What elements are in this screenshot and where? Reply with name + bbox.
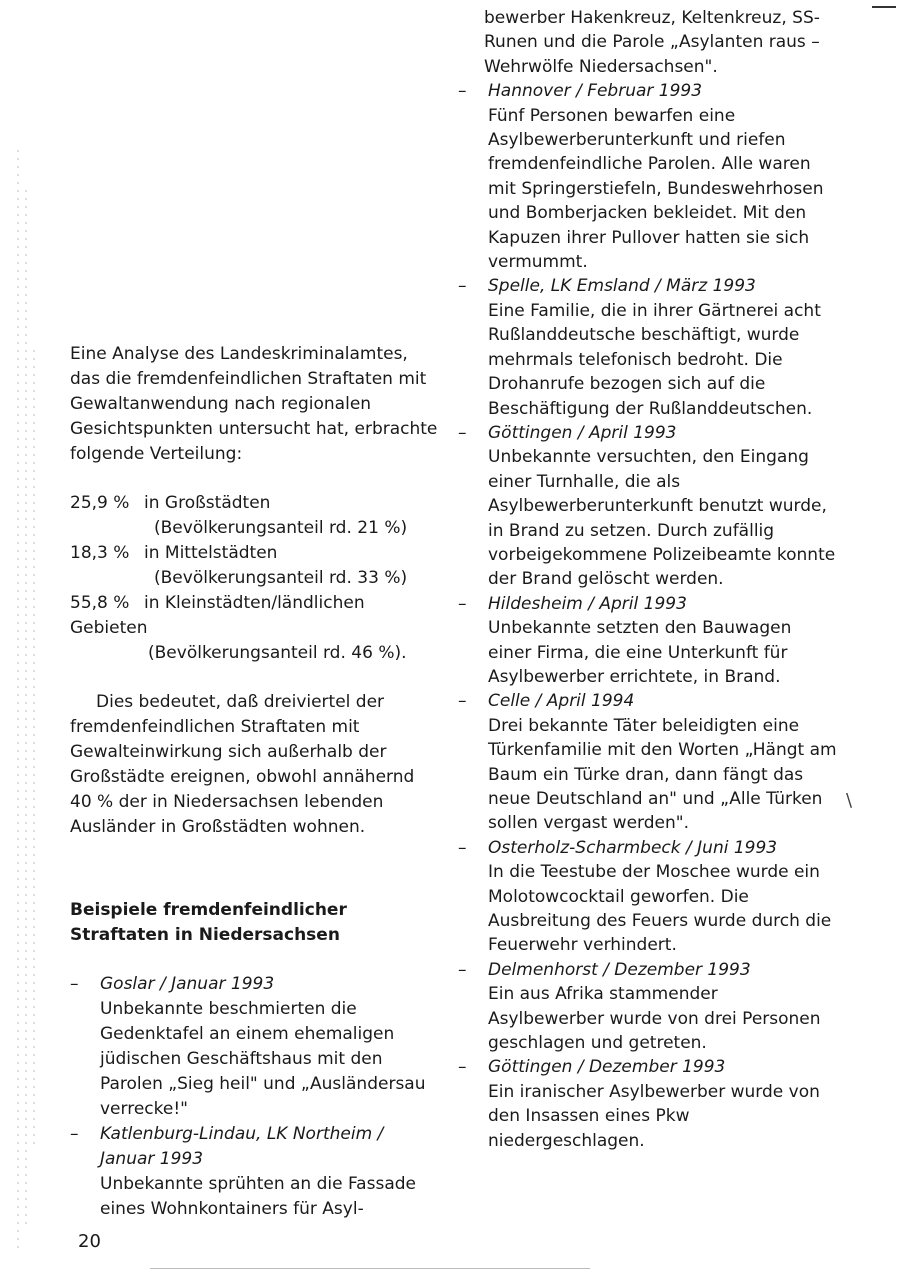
distribution-note: (Bevölkerungsanteil rd. 21 %) xyxy=(154,518,408,538)
distribution-label: in Kleinstädten/ländlichen xyxy=(144,593,365,613)
incident-place-date: Hildesheim / April 1993 xyxy=(488,593,687,614)
summary-paragraph: Dies bedeutet, daß dreiviertel der fremdenfeindlichen Straftaten mit Gewalteinwirkung sich außerhalb der Großstädte ereignen, obwohl annähernd 40 % der in Niedersachsen lebenden Ausländer in Großstädten wohnen. xyxy=(70,692,415,837)
list-dash: – xyxy=(458,593,467,614)
incident-list xyxy=(70,972,440,1222)
incident-entry xyxy=(458,274,838,420)
list-dash: – xyxy=(458,837,467,858)
incident-entry xyxy=(458,1055,838,1153)
incident-place-date: Celle / April 1994 xyxy=(488,691,635,712)
distribution-row xyxy=(70,491,440,516)
incident-place-date: Katlenburg-Lindau, LK Northeim / Januar 1993 xyxy=(100,1124,384,1169)
right-column xyxy=(458,6,838,1153)
corner-mark xyxy=(872,6,896,8)
incident-description: Unbekannte setzten den Bauwagen einer Firma, die eine Unterkunft für Asylbewerber errichtete, in Brand. xyxy=(488,618,792,687)
stray-mark: \ xyxy=(846,790,853,811)
distribution-label: in Großstädten xyxy=(144,493,271,513)
distribution-label: in Mittelstädten xyxy=(144,543,278,563)
distribution-row xyxy=(70,591,440,616)
bottom-rule xyxy=(150,1268,590,1269)
incident-entry xyxy=(458,79,838,274)
incident-description: Eine Familie, die in ihrer Gärtnerei acht Rußlanddeutsche beschäftigt, wurde mehrmals telefonisch bedroht. Die Drohanrufe bezogen sich auf die Beschäftigung der Rußlanddeutschen. xyxy=(488,300,821,419)
distribution-row xyxy=(70,541,440,566)
distribution-percent: 25,9 % xyxy=(70,493,130,513)
distribution-percent: 18,3 % xyxy=(70,543,130,563)
incident-entry xyxy=(458,592,838,690)
incident-description: Fünf Personen bewarfen eine Asylbewerberunterkunft und riefen fremdenfeindliche Parolen. Alle waren mit Springerstiefeln, Bundeswehrhosen und Bomberjacken bekleidet. Mit den Kapuzen ihrer Pullover hatten sie sich vermummt. xyxy=(488,105,824,273)
list-dash: – xyxy=(458,959,467,980)
incident-description: Ein iranischer Asylbewerber wurde von den Insassen eines Pkw niedergeschlagen. xyxy=(488,1081,820,1151)
list-dash: – xyxy=(458,422,467,443)
incident-place-date: Delmenhorst / Dezember 1993 xyxy=(488,959,751,980)
distribution-list xyxy=(70,491,440,666)
incident-entry xyxy=(458,958,838,1056)
list-dash: – xyxy=(70,1124,79,1144)
list-dash: – xyxy=(70,974,79,994)
incident-entry xyxy=(458,836,838,958)
incident-place-date: Goslar / Januar 1993 xyxy=(100,974,275,994)
page-number: 20 xyxy=(78,1231,101,1252)
distribution-percent: 55,8 % xyxy=(70,593,130,613)
list-dash: – xyxy=(458,1057,467,1078)
incident-description: Ein aus Afrika stammender Asylbewerber wurde von drei Personen geschlagen und getreten. xyxy=(488,984,821,1054)
incident-description: Unbekannte beschmierten die Gedenktafel an einem ehemaligen jüdischen Geschäftshaus mit den Parolen „Sieg heil" und „Ausländersau verrecke!" xyxy=(100,999,426,1119)
incident-place-date: Osterholz-Scharmbeck / Juni 1993 xyxy=(488,837,778,858)
incident-place-date: Göttingen / Dezember 1993 xyxy=(488,1057,726,1078)
list-dash: – xyxy=(458,81,467,102)
incident-place-date: Spelle, LK Emsland / März 1993 xyxy=(488,276,756,297)
distribution-label-continued: Gebieten xyxy=(70,618,148,638)
incident-entry xyxy=(458,421,838,592)
intro-paragraph: Eine Analyse des Landeskriminalamtes, das die fremdenfeindlichen Straftaten mit Gewaltanwendung nach regionalen Gesichtspunkten untersucht hat, erbrachte folgende Verteilung: xyxy=(70,344,438,464)
incident-description: Drei bekannte Täter beleidigten eine Türkenfamilie mit den Worten „Hängt am Baum ein Türke dran, dann fängt das neue Deutschland an" und „Alle Türken sollen vergast werden". xyxy=(488,715,837,834)
incident-description: Unbekannte versuchten, den Eingang einer Turnhalle, die als Asylbewerberunterkunft benutzt wurde, in Brand zu setzen. Durch zufällig vorbeigekommene Polizeibeamte konnte der Brand gelöscht werden. xyxy=(488,447,836,590)
incident-entry xyxy=(70,972,440,1122)
list-dash: – xyxy=(458,691,467,712)
incident-description: Unbekannte sprühten an die Fassade eines Wohnkontainers für Asyl- xyxy=(100,1174,416,1219)
incident-place-date: Göttingen / April 1993 xyxy=(488,422,677,443)
left-column xyxy=(70,342,440,1222)
incident-continuation: bewerber Hakenkreuz, Keltenkreuz, SS-Runen und die Parole „Asylanten raus – Wehrwölfe Niedersachsen". xyxy=(484,8,820,77)
distribution-note: (Bevölkerungsanteil rd. 33 %) xyxy=(154,568,408,588)
incident-description: In die Teestube der Moschee wurde ein Molotowcocktail geworfen. Die Ausbreitung des Feuers wurde durch die Feuerwehr verhindert. xyxy=(488,862,832,956)
incident-entry xyxy=(458,689,838,835)
incident-entry xyxy=(70,1122,440,1222)
scan-margin-marks xyxy=(14,150,44,1250)
distribution-note: (Bevölkerungsanteil rd. 46 %). xyxy=(148,643,407,663)
section-heading: Beispiele fremdenfeindlicher Straftaten in Niedersachsen xyxy=(70,900,347,945)
incident-place-date: Hannover / Februar 1993 xyxy=(488,81,703,102)
list-dash: – xyxy=(458,276,467,297)
